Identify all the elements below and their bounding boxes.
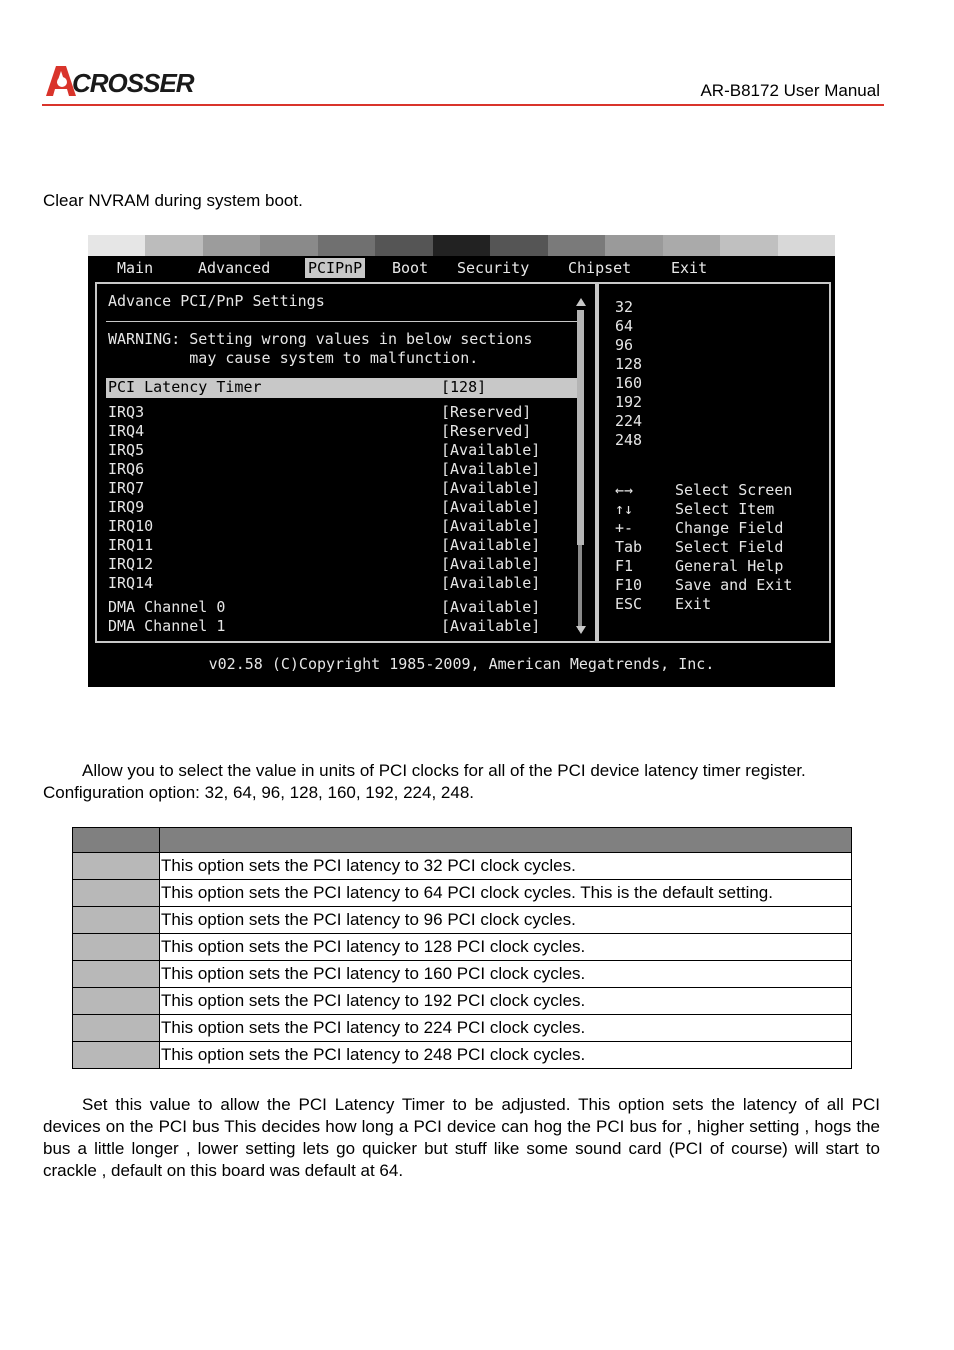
latency-option: 96	[615, 336, 634, 354]
irq-value: [Available]	[441, 555, 541, 573]
description-cell: This option sets the PCI latency to 128 PCI clock cycles.	[160, 934, 852, 961]
acrosser-logo	[42, 62, 202, 98]
table-row	[73, 961, 852, 988]
option-cell	[73, 907, 160, 934]
irq-label: IRQ9	[108, 498, 145, 516]
description-cell: This option sets the PCI latency to 64 PCI clock cycles. This is the default setting.	[160, 880, 852, 907]
latency-description: Allow you to select the value in units of PCI clocks for all of the PCI device latency timer register. Configuration option: 32, 64, 96, 128, 160, 192, 224, 248.	[43, 761, 806, 802]
help-desc: Select Item	[675, 500, 775, 518]
menu-chipset[interactable]: Chipset	[568, 259, 632, 277]
manual-title: AR-B8172 User Manual	[700, 81, 880, 100]
latency-option: 64	[615, 317, 634, 335]
latency-option: 128	[615, 355, 643, 373]
irq-value: [Available]	[441, 479, 541, 497]
irq-value: [Available]	[441, 441, 541, 459]
help-key: Tab	[615, 538, 643, 556]
table-header-option	[73, 828, 160, 853]
description-cell: This option sets the PCI latency to 224 PCI clock cycles.	[160, 1015, 852, 1042]
irq-label: IRQ14	[108, 574, 154, 592]
help-desc: Change Field	[675, 519, 784, 537]
help-desc: Save and Exit	[675, 576, 793, 594]
table-header-description	[160, 828, 852, 853]
dma-value: [Available]	[441, 598, 541, 616]
bios-menu-bar	[88, 256, 835, 282]
option-cell	[73, 1015, 160, 1042]
help-key: ESC	[615, 595, 643, 613]
table-row	[73, 853, 852, 880]
dma-value: [Available]	[441, 617, 541, 635]
pci-latency-label: PCI Latency Timer	[108, 378, 262, 396]
bios-copyright: v02.58 (C)Copyright 1985-2009, American Megatrends, Inc.	[208, 655, 715, 673]
latency-option: 160	[615, 374, 643, 392]
dma-label: DMA Channel 1	[108, 617, 226, 635]
option-cell	[73, 934, 160, 961]
description-cell: This option sets the PCI latency to 160 PCI clock cycles.	[160, 961, 852, 988]
irq-label: IRQ4	[108, 422, 145, 440]
help-key: +-	[615, 519, 634, 537]
scroll-down-arrow-icon[interactable]	[576, 626, 586, 634]
table-body	[73, 853, 852, 1069]
latency-option: 32	[615, 298, 634, 316]
option-cell	[73, 853, 160, 880]
header-rule	[42, 104, 884, 106]
menu-main[interactable]: Main	[117, 259, 154, 277]
warning-line-2: may cause system to malfunction.	[108, 349, 479, 367]
latency-option-table	[72, 827, 852, 1069]
irq-label: IRQ12	[108, 555, 154, 573]
irq-value: [Reserved]	[441, 422, 532, 440]
irq-label: IRQ10	[108, 517, 154, 535]
menu-advanced[interactable]: Advanced	[198, 259, 271, 277]
irq-value: [Available]	[441, 536, 541, 554]
panel-divider	[106, 321, 578, 322]
description-cell: This option sets the PCI latency to 32 PCI clock cycles.	[160, 853, 852, 880]
description-cell: This option sets the PCI latency to 248 PCI clock cycles.	[160, 1042, 852, 1069]
menu-exit[interactable]: Exit	[671, 259, 708, 277]
bios-screenshot	[88, 235, 835, 687]
option-cell	[73, 961, 160, 988]
help-key: ←→	[615, 481, 634, 499]
menu-security[interactable]: Security	[457, 259, 530, 277]
table-row	[73, 1015, 852, 1042]
svg-text:CROSSER: CROSSER	[72, 68, 194, 98]
irq-value: [Available]	[441, 517, 541, 535]
table-row	[73, 880, 852, 907]
help-desc: Exit	[675, 595, 712, 613]
table-row	[73, 988, 852, 1015]
help-key: F1	[615, 557, 634, 575]
menu-boot[interactable]: Boot	[392, 259, 429, 277]
irq-label: IRQ3	[108, 403, 145, 421]
irq-value: [Available]	[441, 460, 541, 478]
latency-option: 248	[615, 431, 643, 449]
latency-option: 224	[615, 412, 643, 430]
latency-option: 192	[615, 393, 643, 411]
table-row	[73, 907, 852, 934]
menu-pcipnp[interactable]: PCIPnP	[305, 258, 365, 278]
help-desc: Select Screen	[675, 481, 793, 499]
irq-label: IRQ11	[108, 536, 154, 554]
table-row	[73, 1042, 852, 1069]
option-cell	[73, 1042, 160, 1069]
closing-text: Set this value to allow the PCI Latency Timer to be adjusted. This option sets the latency of all PCI devices on the PCI bus This decides how long a PCI device can hog the PCI bus for , higher setting , hogs the bus a little longer , lower setting lets go quicker but stuff like some sound card (PCI of course) will start to crackle , default on this board was default at 64.	[43, 1095, 880, 1180]
irq-label: IRQ7	[108, 479, 145, 497]
warning-line-1: WARNING: Setting wrong values in below sections	[108, 330, 533, 348]
irq-value: [Reserved]	[441, 403, 532, 421]
table-row	[73, 934, 852, 961]
description-cell: This option sets the PCI latency to 96 PCI clock cycles.	[160, 907, 852, 934]
irq-label: IRQ6	[108, 460, 145, 478]
irq-value: [Available]	[441, 574, 541, 592]
table-header-row	[73, 828, 852, 853]
pci-latency-timer-row[interactable]	[106, 378, 579, 398]
help-key: ↑↓	[615, 500, 634, 518]
irq-value: [Available]	[441, 498, 541, 516]
intro-text: Clear NVRAM during system boot.	[43, 191, 303, 210]
option-cell	[73, 988, 160, 1015]
option-cell	[73, 880, 160, 907]
help-desc: Select Field	[675, 538, 784, 556]
pci-latency-value: [128]	[441, 378, 487, 396]
description-cell: This option sets the PCI latency to 192 PCI clock cycles.	[160, 988, 852, 1015]
irq-label: IRQ5	[108, 441, 145, 459]
help-key: F10	[615, 576, 643, 594]
bios-title-bar	[88, 235, 835, 256]
scroll-up-arrow-icon[interactable]	[576, 298, 586, 306]
panel-title: Advance PCI/PnP Settings	[108, 292, 325, 310]
dma-label: DMA Channel 0	[108, 598, 226, 616]
scrollbar-thumb[interactable]	[577, 310, 584, 545]
help-desc: General Help	[675, 557, 784, 575]
